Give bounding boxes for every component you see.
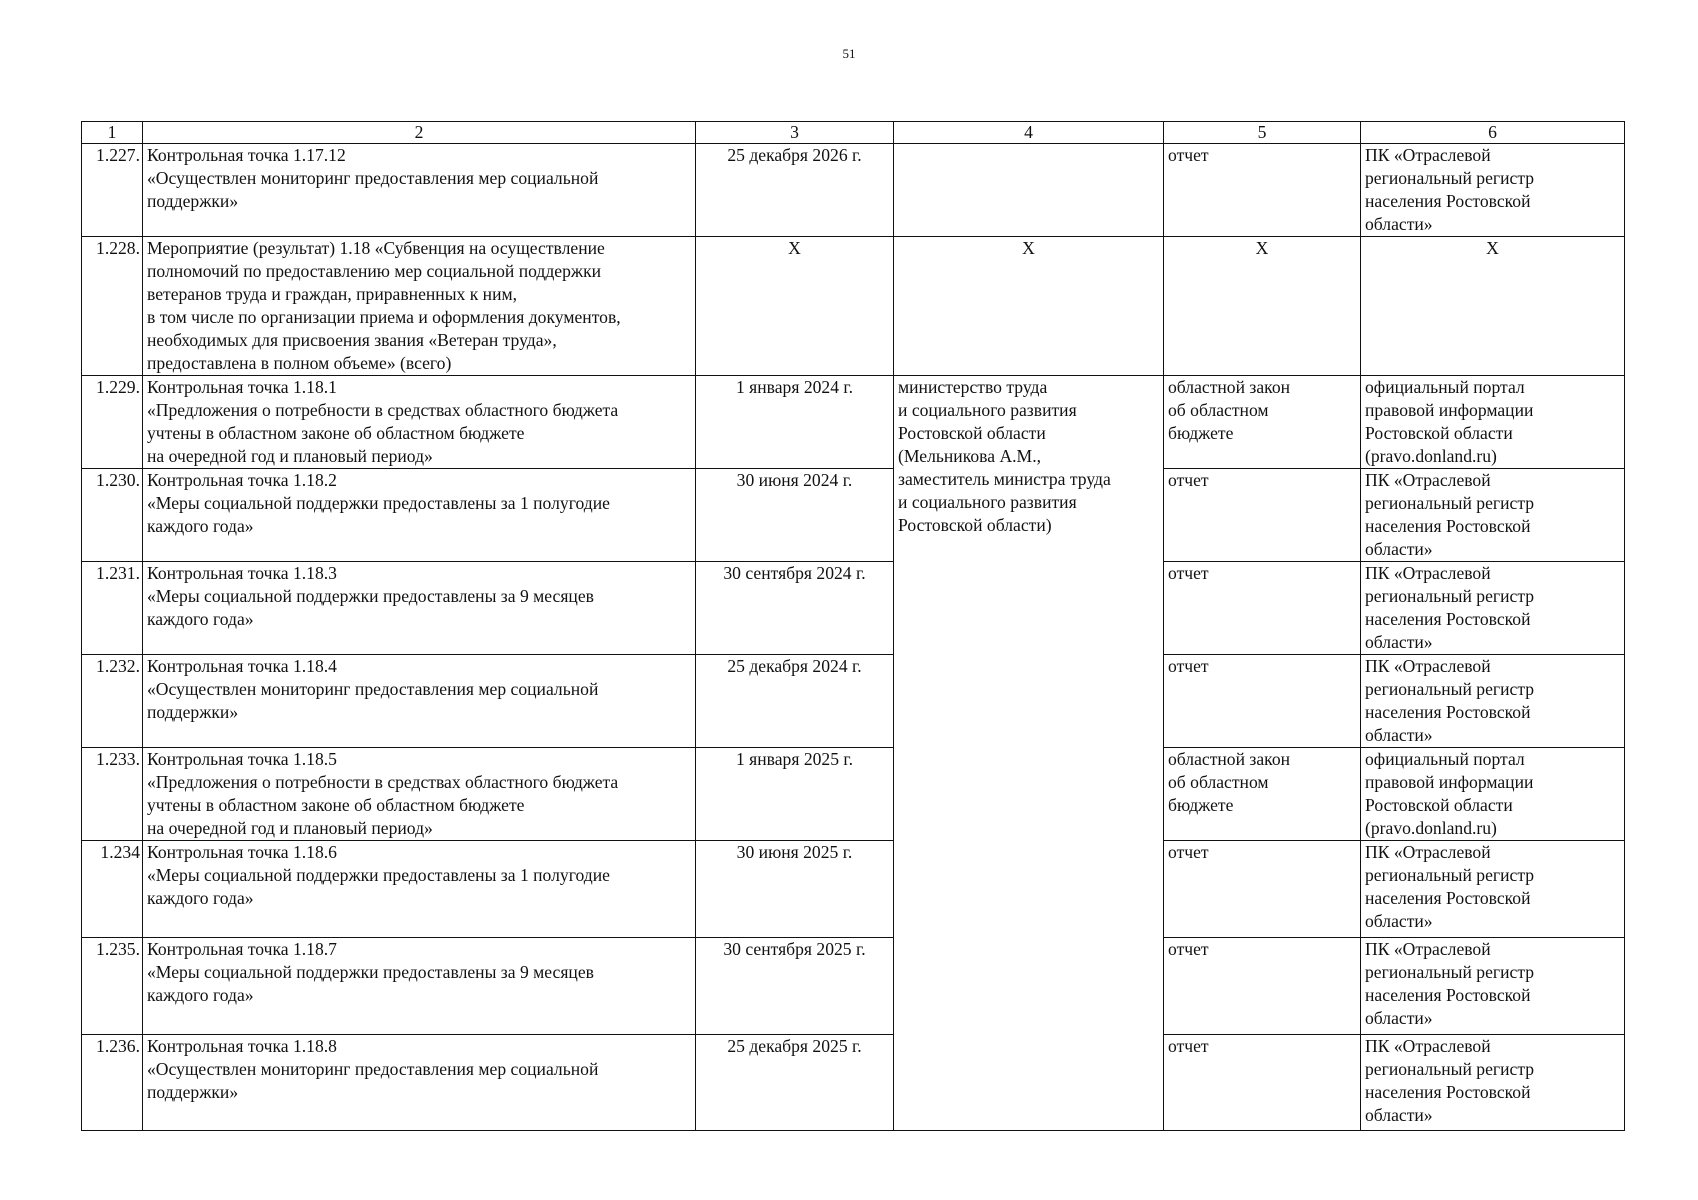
row-responsible [894,144,1164,237]
info-source-line: ПК «Отраслевой [1365,842,1491,862]
info-source-line: региональный регистр [1365,865,1535,885]
row-number: 1.232. [82,655,143,748]
description-line: Контрольная точка 1.18.4 [147,656,337,676]
row-date: 25 декабря 2025 г. [696,1035,894,1131]
responsible-line: заместитель министра труда [898,469,1111,489]
row-description [143,469,696,562]
row-date: 30 сентября 2025 г. [696,938,894,1035]
info-source-line: области» [1365,539,1433,559]
report-type-line: X [1255,238,1269,258]
info-source-line: Ростовской области [1365,795,1513,815]
description-line: Контрольная точка 1.18.8 [147,1036,337,1056]
table-body [82,144,1625,1131]
row-responsible: X [894,237,1164,376]
description-line: необходимых для присвоения звания «Ветеран труда», [147,330,557,350]
row-info-source [1361,562,1625,655]
row-info-source [1361,938,1625,1035]
page-number: 51 [842,46,856,61]
report-type-line: отчет [1168,842,1209,862]
header-col-1: 1 [82,122,143,144]
info-source-line: Ростовской области [1365,423,1513,443]
row-number: 1.228. [82,237,143,376]
row-number: 1.227. [82,144,143,237]
row-description [143,376,696,469]
description-line: «Меры социальной поддержки предоставлены за 9 месяцев [147,586,594,606]
info-source-line: области» [1365,632,1433,652]
responsible-line: (Мельникова А.М., [898,446,1041,466]
description-line: Мероприятие (результат) 1.18 «Субвенция на осуществление [147,238,605,258]
row-date: 30 сентября 2024 г. [696,562,894,655]
row-info-source [1361,376,1625,469]
description-line: «Осуществлен мониторинг предоставления мер социальной [147,1059,599,1079]
report-type-line: отчет [1168,939,1209,959]
row-description [143,144,696,237]
description-line: Контрольная точка 1.18.1 [147,377,337,397]
info-source-line: региональный регистр [1365,679,1535,699]
info-source-line: населения Ростовской [1365,516,1531,536]
table-row [82,841,1625,938]
info-source-line: (pravo.donland.ru) [1365,446,1497,466]
table-row [82,376,1625,469]
description-line: учтены в областном законе об областном бюджете [147,423,525,443]
row-number: 1.234 [82,841,143,938]
info-source-line: области» [1365,1008,1433,1028]
table-row [82,237,1625,376]
description-line: «Меры социальной поддержки предоставлены за 1 полугодие [147,865,610,885]
description-line: на очередной год и плановый период» [147,446,433,466]
info-source-line: региональный регистр [1365,493,1535,513]
description-line: «Предложения о потребности в средствах областного бюджета [147,400,619,420]
row-description [143,655,696,748]
info-source-line: региональный регистр [1365,168,1535,188]
responsible-merged-cell [894,376,1164,1131]
header-row [82,122,1625,144]
info-source-line: ПК «Отраслевой [1365,1036,1491,1056]
description-line: «Осуществлен мониторинг предоставления мер социальной [147,168,599,188]
info-source-line: области» [1365,214,1433,234]
row-description [143,938,696,1035]
description-line: поддержки» [147,1082,239,1102]
info-source-line: населения Ростовской [1365,702,1531,722]
report-type-line: областной закон [1168,749,1291,769]
row-date: 1 января 2025 г. [696,748,894,841]
report-type-line: отчет [1168,145,1209,165]
report-type-line: областной закон [1168,377,1291,397]
description-line: «Меры социальной поддержки предоставлены за 1 полугодие [147,493,610,513]
info-source-line: области» [1365,911,1433,931]
row-report-type [1164,748,1361,841]
row-date: X [696,237,894,376]
row-date: 1 января 2024 г. [696,376,894,469]
report-type-line: об областном [1168,400,1269,420]
description-line: поддержки» [147,702,239,722]
row-date: 25 декабря 2026 г. [696,144,894,237]
table-row [82,1035,1625,1131]
info-source-line: области» [1365,1105,1433,1125]
row-number: 1.231. [82,562,143,655]
description-line: предоставлена в полном объеме» (всего) [147,353,452,373]
row-info-source [1361,1035,1625,1131]
description-line: «Осуществлен мониторинг предоставления мер социальной [147,679,599,699]
report-type-line: об областном [1168,772,1269,792]
info-source-line: ПК «Отраслевой [1365,470,1491,490]
responsible-line: Ростовской области) [898,515,1052,535]
info-source-line: региональный регистр [1365,1059,1535,1079]
row-number: 1.233. [82,748,143,841]
info-source-line: населения Ростовской [1365,888,1531,908]
row-date: 30 июня 2024 г. [696,469,894,562]
row-date: 30 июня 2025 г. [696,841,894,938]
info-source-line: области» [1365,725,1433,745]
row-info-source [1361,748,1625,841]
header-col-3: 3 [696,122,894,144]
description-line: Контрольная точка 1.18.3 [147,563,337,583]
row-report-type [1164,144,1361,237]
row-info-source [1361,144,1625,237]
plan-table [81,121,1625,1131]
responsible-line: министерство труда [898,377,1048,397]
table-row [82,144,1625,237]
info-source-line: ПК «Отраслевой [1365,145,1491,165]
description-line: ветеранов труда и граждан, приравненных к ним, [147,284,518,304]
row-description [143,748,696,841]
row-report-type [1164,1035,1361,1131]
info-source-line: региональный регистр [1365,962,1535,982]
description-line: каждого года» [147,609,254,629]
row-report-type [1164,469,1361,562]
row-report-type [1164,841,1361,938]
report-type-line: отчет [1168,470,1209,490]
row-description [143,1035,696,1131]
description-line: Контрольная точка 1.18.7 [147,939,337,959]
responsible-line: и социального развития [898,400,1077,420]
report-type-line: бюджете [1168,795,1234,815]
report-type-line: отчет [1168,1036,1209,1056]
row-info-source [1361,469,1625,562]
description-line: Контрольная точка 1.17.12 [147,145,346,165]
description-line: Контрольная точка 1.18.6 [147,842,337,862]
description-line: учтены в областном законе об областном бюджете [147,795,525,815]
row-description [143,237,696,376]
row-info-source [1361,841,1625,938]
row-description [143,562,696,655]
info-source-line: ПК «Отраслевой [1365,939,1491,959]
info-source-line: населения Ростовской [1365,609,1531,629]
info-source-line: ПК «Отраслевой [1365,656,1491,676]
header-col-2: 2 [143,122,696,144]
row-report-type [1164,938,1361,1035]
responsible-line: и социального развития [898,492,1077,512]
row-date: 25 декабря 2024 г. [696,655,894,748]
info-source-line: официальный портал [1365,377,1525,397]
row-description [143,841,696,938]
info-source-line: (pravo.donland.ru) [1365,818,1497,838]
description-line: на очередной год и плановый период» [147,818,433,838]
row-number: 1.230. [82,469,143,562]
header-col-6: 6 [1361,122,1625,144]
table-row [82,469,1625,562]
row-number: 1.229. [82,376,143,469]
description-line: в том числе по организации приема и оформления документов, [147,307,621,327]
header-col-5: 5 [1164,122,1361,144]
table-row [82,655,1625,748]
row-report-type [1164,237,1361,376]
responsible-line: Ростовской области [898,423,1046,443]
description-line: поддержки» [147,191,239,211]
info-source-line: региональный регистр [1365,586,1535,606]
description-line: каждого года» [147,516,254,536]
row-report-type [1164,562,1361,655]
description-line: полномочий по предоставлению мер социальной поддержки [147,261,602,281]
info-source-line: правовой информации [1365,400,1534,420]
row-info-source [1361,237,1625,376]
report-type-line: бюджете [1168,423,1234,443]
info-source-line: ПК «Отраслевой [1365,563,1491,583]
report-type-line: отчет [1168,563,1209,583]
info-source-line: населения Ростовской [1365,985,1531,1005]
row-report-type [1164,376,1361,469]
row-report-type [1164,655,1361,748]
table-row [82,748,1625,841]
info-source-line: населения Ростовской [1365,191,1531,211]
description-line: «Предложения о потребности в средствах областного бюджета [147,772,619,792]
description-line: каждого года» [147,985,254,1005]
description-line: «Меры социальной поддержки предоставлены за 9 месяцев [147,962,594,982]
row-number: 1.236. [82,1035,143,1131]
info-source-line: X [1486,238,1499,258]
info-source-line: официальный портал [1365,749,1525,769]
report-type-line: отчет [1168,656,1209,676]
description-line: Контрольная точка 1.18.5 [147,749,337,769]
table-row [82,938,1625,1035]
description-line: Контрольная точка 1.18.2 [147,470,337,490]
info-source-line: населения Ростовской [1365,1082,1531,1102]
row-info-source [1361,655,1625,748]
row-number: 1.235. [82,938,143,1035]
description-line: каждого года» [147,888,254,908]
info-source-line: правовой информации [1365,772,1534,792]
header-col-4: 4 [894,122,1164,144]
table-row [82,562,1625,655]
